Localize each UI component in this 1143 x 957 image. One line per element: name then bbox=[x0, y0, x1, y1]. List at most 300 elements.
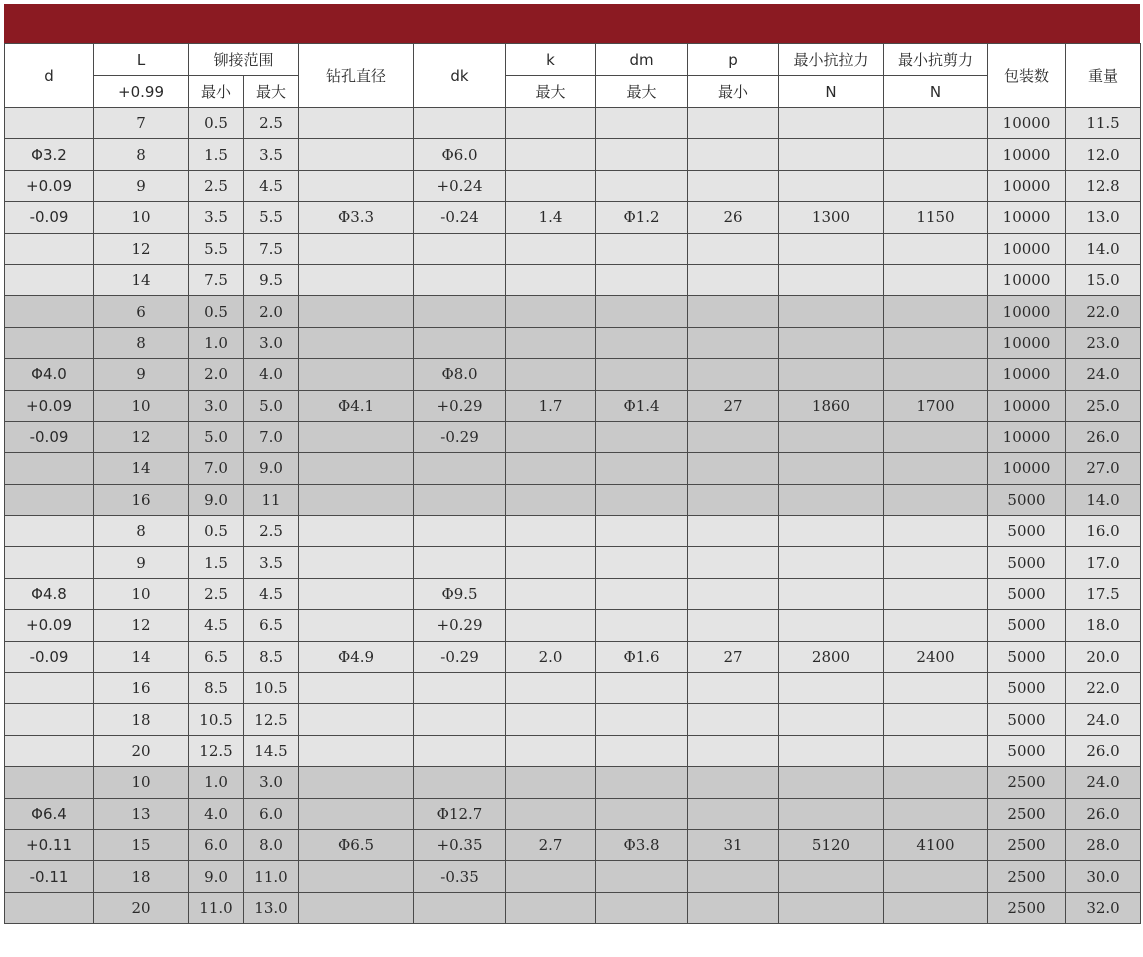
cell-d bbox=[5, 673, 94, 704]
cell-tensile bbox=[779, 296, 884, 327]
cell-dm bbox=[596, 327, 688, 358]
cell-grip-min: 7.0 bbox=[189, 453, 244, 484]
cell-L: 6 bbox=[94, 296, 189, 327]
cell-grip-max: 3.0 bbox=[244, 327, 299, 358]
cell-p bbox=[688, 296, 779, 327]
cell-p bbox=[688, 861, 779, 892]
cell-tensile bbox=[779, 170, 884, 201]
cell-pack: 2500 bbox=[988, 767, 1066, 798]
cell-d: -0.09 bbox=[5, 202, 94, 233]
table-row bbox=[5, 421, 1141, 452]
cell-d: Φ4.0 bbox=[5, 359, 94, 390]
cell-d bbox=[5, 296, 94, 327]
cell-grip-max: 11.0 bbox=[244, 861, 299, 892]
cell-grip-max: 9.5 bbox=[244, 264, 299, 295]
cell-pack: 2500 bbox=[988, 798, 1066, 829]
cell-L: 9 bbox=[94, 359, 189, 390]
cell-grip-min: 7.5 bbox=[189, 264, 244, 295]
cell-d bbox=[5, 547, 94, 578]
cell-p bbox=[688, 453, 779, 484]
cell-pack: 10000 bbox=[988, 233, 1066, 264]
cell-weight: 28.0 bbox=[1066, 829, 1141, 860]
table-row bbox=[5, 390, 1141, 421]
cell-d bbox=[5, 704, 94, 735]
cell-dk bbox=[414, 108, 506, 139]
cell-dm bbox=[596, 359, 688, 390]
cell-grip-min: 8.5 bbox=[189, 673, 244, 704]
cell-pack: 2500 bbox=[988, 892, 1066, 923]
table-row bbox=[5, 202, 1141, 233]
cell-grip-max: 5.5 bbox=[244, 202, 299, 233]
cell-k bbox=[506, 484, 596, 515]
table-row bbox=[5, 359, 1141, 390]
cell-k bbox=[506, 861, 596, 892]
cell-drill bbox=[299, 264, 414, 295]
cell-grip-min: 5.5 bbox=[189, 233, 244, 264]
cell-tensile bbox=[779, 610, 884, 641]
cell-p bbox=[688, 233, 779, 264]
cell-p: 31 bbox=[688, 829, 779, 860]
col-L-tolerance: +0.99 bbox=[94, 76, 189, 108]
cell-k bbox=[506, 892, 596, 923]
cell-grip-min: 0.5 bbox=[189, 108, 244, 139]
cell-k: 1.4 bbox=[506, 202, 596, 233]
cell-shear bbox=[884, 233, 988, 264]
header-banner bbox=[4, 4, 1140, 44]
cell-pack: 2500 bbox=[988, 829, 1066, 860]
cell-weight: 13.0 bbox=[1066, 202, 1141, 233]
cell-d bbox=[5, 327, 94, 358]
cell-grip-min: 4.5 bbox=[189, 610, 244, 641]
cell-drill bbox=[299, 892, 414, 923]
cell-pack: 10000 bbox=[988, 390, 1066, 421]
cell-L: 16 bbox=[94, 673, 189, 704]
cell-dm bbox=[596, 484, 688, 515]
col-p: p bbox=[688, 44, 779, 76]
cell-L: 20 bbox=[94, 892, 189, 923]
cell-dk bbox=[414, 516, 506, 547]
cell-shear bbox=[884, 547, 988, 578]
cell-d: Φ4.8 bbox=[5, 578, 94, 609]
cell-p: 27 bbox=[688, 641, 779, 672]
cell-k bbox=[506, 547, 596, 578]
cell-L: 12 bbox=[94, 233, 189, 264]
cell-dk bbox=[414, 673, 506, 704]
cell-weight: 26.0 bbox=[1066, 798, 1141, 829]
table-row bbox=[5, 673, 1141, 704]
cell-dm bbox=[596, 421, 688, 452]
cell-weight: 22.0 bbox=[1066, 296, 1141, 327]
cell-grip-min: 0.5 bbox=[189, 296, 244, 327]
cell-L: 9 bbox=[94, 170, 189, 201]
cell-shear bbox=[884, 264, 988, 295]
cell-L: 8 bbox=[94, 516, 189, 547]
cell-d: +0.09 bbox=[5, 170, 94, 201]
cell-p: 26 bbox=[688, 202, 779, 233]
cell-tensile bbox=[779, 484, 884, 515]
cell-weight: 24.0 bbox=[1066, 767, 1141, 798]
cell-drill bbox=[299, 610, 414, 641]
cell-shear: 1700 bbox=[884, 390, 988, 421]
cell-drill bbox=[299, 704, 414, 735]
cell-drill bbox=[299, 547, 414, 578]
cell-grip-max: 9.0 bbox=[244, 453, 299, 484]
cell-dm bbox=[596, 516, 688, 547]
col-dk: dk bbox=[414, 44, 506, 108]
col-dm: dm bbox=[596, 44, 688, 76]
cell-weight: 17.5 bbox=[1066, 578, 1141, 609]
cell-grip-max: 3.0 bbox=[244, 767, 299, 798]
cell-dm bbox=[596, 170, 688, 201]
cell-weight: 16.0 bbox=[1066, 516, 1141, 547]
cell-k bbox=[506, 704, 596, 735]
cell-grip-max: 6.0 bbox=[244, 798, 299, 829]
cell-d bbox=[5, 516, 94, 547]
cell-dm bbox=[596, 798, 688, 829]
table-row bbox=[5, 516, 1141, 547]
cell-L: 8 bbox=[94, 139, 189, 170]
cell-k bbox=[506, 139, 596, 170]
cell-shear bbox=[884, 139, 988, 170]
cell-pack: 10000 bbox=[988, 170, 1066, 201]
cell-shear bbox=[884, 516, 988, 547]
cell-dk: Φ6.0 bbox=[414, 139, 506, 170]
cell-shear bbox=[884, 735, 988, 766]
cell-L: 16 bbox=[94, 484, 189, 515]
col-k-sub: 最大 bbox=[506, 76, 596, 108]
cell-p bbox=[688, 704, 779, 735]
rivet-spec-table bbox=[4, 43, 1141, 924]
cell-k bbox=[506, 610, 596, 641]
cell-p bbox=[688, 610, 779, 641]
cell-weight: 17.0 bbox=[1066, 547, 1141, 578]
cell-dk bbox=[414, 233, 506, 264]
cell-tensile: 2800 bbox=[779, 641, 884, 672]
table-row bbox=[5, 892, 1141, 923]
cell-k bbox=[506, 798, 596, 829]
cell-drill bbox=[299, 453, 414, 484]
cell-grip-max: 11 bbox=[244, 484, 299, 515]
cell-weight: 12.0 bbox=[1066, 139, 1141, 170]
cell-weight: 12.8 bbox=[1066, 170, 1141, 201]
cell-L: 18 bbox=[94, 861, 189, 892]
cell-d bbox=[5, 484, 94, 515]
cell-drill: Φ4.9 bbox=[299, 641, 414, 672]
cell-k: 1.7 bbox=[506, 390, 596, 421]
cell-d bbox=[5, 264, 94, 295]
cell-weight: 18.0 bbox=[1066, 610, 1141, 641]
cell-shear bbox=[884, 453, 988, 484]
col-k: k bbox=[506, 44, 596, 76]
cell-drill bbox=[299, 484, 414, 515]
cell-d bbox=[5, 233, 94, 264]
cell-dk: +0.35 bbox=[414, 829, 506, 860]
table-header bbox=[5, 44, 1141, 108]
cell-L: 10 bbox=[94, 390, 189, 421]
cell-p bbox=[688, 327, 779, 358]
cell-shear bbox=[884, 892, 988, 923]
cell-pack: 10000 bbox=[988, 421, 1066, 452]
cell-k bbox=[506, 767, 596, 798]
cell-k bbox=[506, 327, 596, 358]
cell-shear bbox=[884, 578, 988, 609]
cell-drill bbox=[299, 296, 414, 327]
cell-tensile bbox=[779, 233, 884, 264]
cell-drill: Φ6.5 bbox=[299, 829, 414, 860]
cell-tensile bbox=[779, 767, 884, 798]
cell-grip-max: 5.0 bbox=[244, 390, 299, 421]
cell-L: 10 bbox=[94, 578, 189, 609]
cell-shear bbox=[884, 108, 988, 139]
cell-L: 13 bbox=[94, 798, 189, 829]
col-grip-min: 最小 bbox=[189, 76, 244, 108]
col-dm-sub: 最大 bbox=[596, 76, 688, 108]
cell-p bbox=[688, 484, 779, 515]
cell-tensile bbox=[779, 421, 884, 452]
cell-dm: Φ1.4 bbox=[596, 390, 688, 421]
cell-p bbox=[688, 170, 779, 201]
cell-dk bbox=[414, 735, 506, 766]
table-row bbox=[5, 798, 1141, 829]
cell-k: 2.0 bbox=[506, 641, 596, 672]
col-shear-unit: N bbox=[884, 76, 988, 108]
cell-k bbox=[506, 673, 596, 704]
cell-pack: 10000 bbox=[988, 359, 1066, 390]
cell-weight: 24.0 bbox=[1066, 359, 1141, 390]
cell-grip-max: 6.5 bbox=[244, 610, 299, 641]
cell-dk: +0.29 bbox=[414, 390, 506, 421]
cell-pack: 10000 bbox=[988, 453, 1066, 484]
cell-grip-min: 12.5 bbox=[189, 735, 244, 766]
cell-d: +0.11 bbox=[5, 829, 94, 860]
cell-grip-max: 7.0 bbox=[244, 421, 299, 452]
table-row bbox=[5, 641, 1141, 672]
cell-shear bbox=[884, 798, 988, 829]
cell-L: 12 bbox=[94, 421, 189, 452]
cell-grip-min: 1.5 bbox=[189, 547, 244, 578]
cell-d: Φ3.2 bbox=[5, 139, 94, 170]
cell-weight: 27.0 bbox=[1066, 453, 1141, 484]
cell-grip-max: 3.5 bbox=[244, 139, 299, 170]
cell-dk bbox=[414, 453, 506, 484]
cell-tensile bbox=[779, 861, 884, 892]
cell-k bbox=[506, 578, 596, 609]
cell-k bbox=[506, 170, 596, 201]
cell-k bbox=[506, 264, 596, 295]
cell-grip-min: 10.5 bbox=[189, 704, 244, 735]
cell-pack: 5000 bbox=[988, 547, 1066, 578]
cell-k bbox=[506, 453, 596, 484]
cell-grip-max: 4.5 bbox=[244, 578, 299, 609]
cell-grip-min: 1.0 bbox=[189, 767, 244, 798]
cell-d bbox=[5, 735, 94, 766]
cell-shear: 1150 bbox=[884, 202, 988, 233]
cell-pack: 10000 bbox=[988, 327, 1066, 358]
col-grip-max: 最大 bbox=[244, 76, 299, 108]
cell-drill: Φ3.3 bbox=[299, 202, 414, 233]
cell-grip-max: 3.5 bbox=[244, 547, 299, 578]
cell-dm bbox=[596, 861, 688, 892]
cell-dk: -0.29 bbox=[414, 421, 506, 452]
cell-grip-max: 4.5 bbox=[244, 170, 299, 201]
cell-dk: -0.35 bbox=[414, 861, 506, 892]
cell-drill bbox=[299, 139, 414, 170]
cell-shear: 2400 bbox=[884, 641, 988, 672]
cell-weight: 22.0 bbox=[1066, 673, 1141, 704]
cell-dk bbox=[414, 892, 506, 923]
cell-drill bbox=[299, 516, 414, 547]
cell-grip-max: 8.5 bbox=[244, 641, 299, 672]
cell-shear bbox=[884, 327, 988, 358]
cell-grip-min: 3.5 bbox=[189, 202, 244, 233]
cell-dk bbox=[414, 484, 506, 515]
cell-dm bbox=[596, 547, 688, 578]
cell-dk bbox=[414, 327, 506, 358]
cell-tensile bbox=[779, 735, 884, 766]
table-row bbox=[5, 767, 1141, 798]
cell-dm bbox=[596, 108, 688, 139]
cell-grip-max: 8.0 bbox=[244, 829, 299, 860]
cell-drill bbox=[299, 798, 414, 829]
cell-tensile bbox=[779, 453, 884, 484]
cell-drill bbox=[299, 108, 414, 139]
cell-dk: Φ8.0 bbox=[414, 359, 506, 390]
cell-pack: 5000 bbox=[988, 578, 1066, 609]
cell-k bbox=[506, 421, 596, 452]
cell-pack: 10000 bbox=[988, 264, 1066, 295]
cell-pack: 5000 bbox=[988, 704, 1066, 735]
cell-d: +0.09 bbox=[5, 390, 94, 421]
cell-dm bbox=[596, 233, 688, 264]
cell-weight: 30.0 bbox=[1066, 861, 1141, 892]
cell-shear bbox=[884, 421, 988, 452]
cell-weight: 25.0 bbox=[1066, 390, 1141, 421]
cell-grip-max: 2.5 bbox=[244, 108, 299, 139]
table-row bbox=[5, 484, 1141, 515]
table-row bbox=[5, 327, 1141, 358]
cell-dm bbox=[596, 139, 688, 170]
cell-dm bbox=[596, 704, 688, 735]
cell-shear bbox=[884, 861, 988, 892]
table-row bbox=[5, 139, 1141, 170]
cell-dk bbox=[414, 264, 506, 295]
cell-d bbox=[5, 453, 94, 484]
table-body bbox=[5, 108, 1141, 924]
cell-shear bbox=[884, 673, 988, 704]
col-drill-diameter: 钻孔直径 bbox=[299, 44, 414, 108]
cell-dk bbox=[414, 547, 506, 578]
cell-drill bbox=[299, 673, 414, 704]
cell-tensile bbox=[779, 108, 884, 139]
cell-dm bbox=[596, 578, 688, 609]
cell-grip-min: 3.0 bbox=[189, 390, 244, 421]
table-row bbox=[5, 296, 1141, 327]
cell-grip-max: 4.0 bbox=[244, 359, 299, 390]
cell-dk: Φ12.7 bbox=[414, 798, 506, 829]
table-row bbox=[5, 704, 1141, 735]
cell-p bbox=[688, 108, 779, 139]
cell-dm bbox=[596, 264, 688, 295]
cell-grip-max: 2.0 bbox=[244, 296, 299, 327]
cell-d bbox=[5, 892, 94, 923]
cell-p bbox=[688, 673, 779, 704]
cell-tensile bbox=[779, 578, 884, 609]
table-row bbox=[5, 578, 1141, 609]
cell-pack: 10000 bbox=[988, 108, 1066, 139]
cell-drill bbox=[299, 170, 414, 201]
cell-weight: 26.0 bbox=[1066, 421, 1141, 452]
cell-tensile: 1300 bbox=[779, 202, 884, 233]
cell-drill bbox=[299, 861, 414, 892]
cell-grip-min: 1.5 bbox=[189, 139, 244, 170]
cell-d: -0.11 bbox=[5, 861, 94, 892]
cell-grip-max: 12.5 bbox=[244, 704, 299, 735]
col-grip-range: 铆接范围 bbox=[189, 44, 299, 76]
cell-tensile bbox=[779, 139, 884, 170]
cell-L: 7 bbox=[94, 108, 189, 139]
cell-weight: 32.0 bbox=[1066, 892, 1141, 923]
cell-shear bbox=[884, 484, 988, 515]
cell-d: -0.09 bbox=[5, 421, 94, 452]
cell-dk bbox=[414, 296, 506, 327]
cell-pack: 5000 bbox=[988, 610, 1066, 641]
cell-d: Φ6.4 bbox=[5, 798, 94, 829]
cell-d bbox=[5, 767, 94, 798]
cell-drill bbox=[299, 767, 414, 798]
cell-L: 10 bbox=[94, 767, 189, 798]
table-row bbox=[5, 170, 1141, 201]
cell-pack: 5000 bbox=[988, 673, 1066, 704]
cell-drill bbox=[299, 327, 414, 358]
cell-tensile: 1860 bbox=[779, 390, 884, 421]
cell-tensile bbox=[779, 704, 884, 735]
cell-d bbox=[5, 108, 94, 139]
cell-dk: -0.24 bbox=[414, 202, 506, 233]
cell-grip-min: 6.0 bbox=[189, 829, 244, 860]
cell-drill: Φ4.1 bbox=[299, 390, 414, 421]
cell-L: 18 bbox=[94, 704, 189, 735]
cell-p bbox=[688, 735, 779, 766]
cell-tensile: 5120 bbox=[779, 829, 884, 860]
cell-grip-min: 11.0 bbox=[189, 892, 244, 923]
cell-grip-min: 0.5 bbox=[189, 516, 244, 547]
cell-dk: -0.29 bbox=[414, 641, 506, 672]
table-row bbox=[5, 453, 1141, 484]
col-p-sub: 最小 bbox=[688, 76, 779, 108]
cell-L: 15 bbox=[94, 829, 189, 860]
cell-grip-max: 13.0 bbox=[244, 892, 299, 923]
col-shear: 最小抗剪力 bbox=[884, 44, 988, 76]
cell-grip-min: 4.0 bbox=[189, 798, 244, 829]
cell-weight: 11.5 bbox=[1066, 108, 1141, 139]
cell-k bbox=[506, 233, 596, 264]
cell-grip-min: 2.0 bbox=[189, 359, 244, 390]
cell-k bbox=[506, 735, 596, 766]
cell-grip-min: 1.0 bbox=[189, 327, 244, 358]
cell-pack: 5000 bbox=[988, 516, 1066, 547]
cell-L: 9 bbox=[94, 547, 189, 578]
cell-drill bbox=[299, 359, 414, 390]
cell-k: 2.7 bbox=[506, 829, 596, 860]
cell-p bbox=[688, 516, 779, 547]
cell-drill bbox=[299, 578, 414, 609]
cell-shear: 4100 bbox=[884, 829, 988, 860]
cell-L: 12 bbox=[94, 610, 189, 641]
cell-drill bbox=[299, 233, 414, 264]
cell-p: 27 bbox=[688, 390, 779, 421]
cell-tensile bbox=[779, 798, 884, 829]
cell-weight: 15.0 bbox=[1066, 264, 1141, 295]
